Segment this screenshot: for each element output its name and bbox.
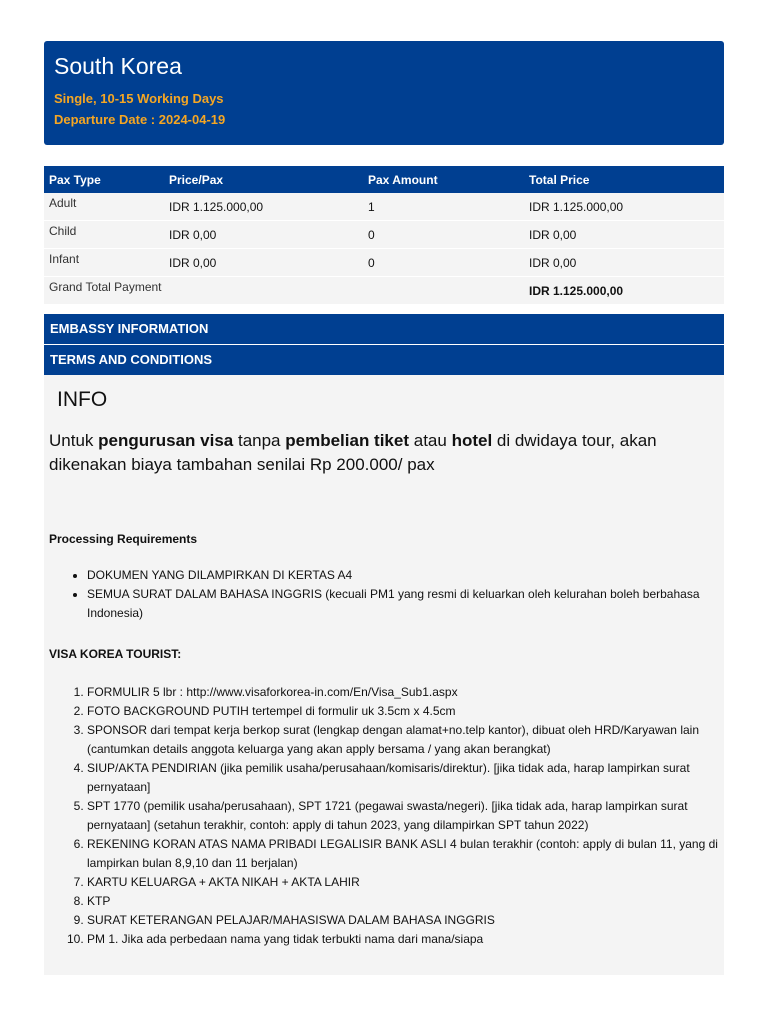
table-header-row — [44, 166, 724, 193]
grand-total-value: IDR 1.125.000,00 — [524, 277, 724, 305]
price-cell: IDR 0,00 — [164, 221, 363, 249]
total-cell: IDR 1.125.000,00 — [524, 193, 724, 221]
list-item: 7. KARTU KELUARGA + AKTA NIKAH + AKTA LAHIR — [87, 873, 719, 892]
list-item: 3. SPONSOR dari tempat kerja berkop surat (lengkap dengan alamat+no.telp kantor), dibuat oleh HRD/Karyawan lain (cantumkan details anggota keluarga yang akan apply bersama / yang akan berangkat) — [87, 721, 719, 759]
embassy-information-header[interactable]: EMBASSY INFORMATION — [44, 314, 724, 344]
list-item: 10. PM 1. Jika ada perbedaan nama yang tidak terbukti nama dari mana/siapa — [87, 930, 719, 949]
visa-korea-tourist-title: VISA KOREA TOURIST: — [49, 647, 182, 661]
list-item: 5. SPT 1770 (pemilik usaha/perusahaan), SPT 1721 (pegawai swasta/negeri). [jika tidak ada, harap lampirkan surat pernyataan] (setahun terakhir, contoh: apply di tahun 2023, yang dilampirkan SPT tahun 2022) — [87, 797, 719, 835]
list-item: 2. FOTO BACKGROUND PUTIH tertempel di formulir uk 3.5cm x 4.5cm — [87, 702, 719, 721]
price-cell: IDR 1.125.000,00 — [164, 193, 363, 221]
list-item: 6. REKENING KORAN ATAS NAMA PRIBADI LEGALISIR BANK ASLI 4 bulan terakhir (contoh: apply di bulan 11, yang di lampirkan bulan 8,9,10 dan 11 berjalan) — [87, 835, 719, 873]
pax-type-cell: Child — [44, 221, 164, 249]
list-item: 8. KTP — [87, 892, 719, 911]
visa-header — [44, 41, 724, 145]
terms-content — [44, 375, 724, 975]
list-item: 1. FORMULIR 5 lbr : http://www.visaforkorea-in.com/En/Visa_Sub1.aspx — [87, 683, 719, 702]
country-title: South Korea — [54, 53, 182, 79]
pax-type-cell: Adult — [44, 193, 164, 221]
total-cell: IDR 0,00 — [524, 221, 724, 249]
info-title: INFO — [57, 388, 108, 411]
visa-requirements-list — [49, 683, 719, 949]
price-cell: IDR 0,00 — [164, 249, 363, 277]
grand-total-row — [44, 277, 724, 305]
col-pax-type: Pax Type — [44, 166, 164, 193]
terms-and-conditions-header[interactable]: TERMS AND CONDITIONS — [44, 345, 724, 375]
col-price-pax: Price/Pax — [164, 166, 363, 193]
table-row — [44, 193, 724, 221]
list-item: 4. SIUP/AKTA PENDIRIAN (jika pemilik usaha/perusahaan/komisaris/direktur). [jika tidak ada, harap lampirkan surat pernyataan] — [87, 759, 719, 797]
total-cell: IDR 0,00 — [524, 249, 724, 277]
grand-total-label: Grand Total Payment — [44, 277, 524, 305]
table-row — [44, 249, 724, 277]
col-pax-amount: Pax Amount — [363, 166, 524, 193]
list-item: • SEMUA SURAT DALAM BAHASA INGGRIS (kecuali PM1 yang resmi di keluarkan oleh kelurahan boleh berbahasa Indonesia) — [87, 585, 719, 623]
col-total-price: Total Price — [524, 166, 724, 193]
visa-fee-notice: Untuk pengurusan visa tanpa pembelian tiket atau hotel di dwidaya tour, akan dikenakan biaya tambahan senilai Rp 200.000/ pax — [49, 431, 657, 474]
table-row — [44, 221, 724, 249]
visa-type: Single, 10-15 Working Days — [54, 91, 224, 106]
list-item: • DOKUMEN YANG DILAMPIRKAN DI KERTAS A4 — [87, 566, 719, 585]
list-item: 9. SURAT KETERANGAN PELAJAR/MAHASISWA DALAM BAHASA INGGRIS — [87, 911, 719, 930]
amount-cell: 0 — [363, 221, 524, 249]
amount-cell: 0 — [363, 249, 524, 277]
departure-date: Departure Date : 2024-04-19 — [54, 112, 226, 127]
pax-type-cell: Infant — [44, 249, 164, 277]
processing-requirements-list — [49, 566, 719, 623]
pax-price-table — [44, 166, 724, 304]
processing-requirements-title: Processing Requirements — [49, 532, 198, 546]
amount-cell: 1 — [363, 193, 524, 221]
